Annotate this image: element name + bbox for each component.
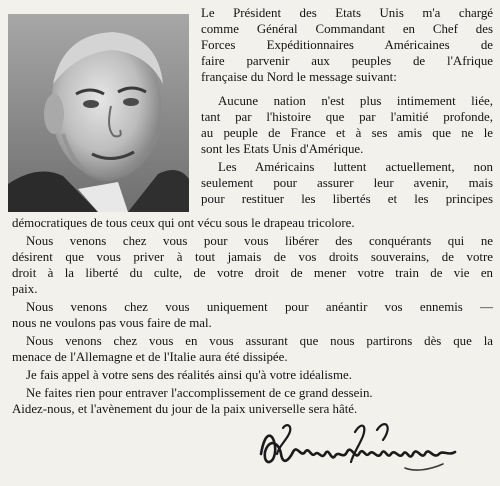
text-line: tant par l'histoire que par l'amitié profonde, bbox=[201, 110, 493, 124]
text-line: Le Président des Etats Unis m'a chargé bbox=[201, 6, 493, 20]
text-line: Nous venons chez vous uniquement pour anéantir vos ennemis — bbox=[26, 300, 493, 314]
text-line: Ne faites rien pour entraver l'accomplissement de ce grand dessein. bbox=[26, 386, 373, 400]
text-line: désirent que vous priver à tout jamais de vos droits souverains, de votre bbox=[12, 250, 493, 264]
text-line: Forces Expéditionnaires Américaines de bbox=[201, 38, 493, 52]
text-line: paix. bbox=[12, 282, 38, 296]
signature bbox=[253, 410, 475, 480]
text-line: comme Général Commandant en Chef des bbox=[201, 22, 493, 36]
portrait-image bbox=[8, 14, 189, 212]
text-line: nous ne voulons pas vous faire de mal. bbox=[12, 316, 212, 330]
text-line: pour restituer les libertés et les principes bbox=[201, 192, 493, 206]
text-line: française du Nord le message suivant: bbox=[201, 70, 397, 84]
text-line: seulement pour assurer leur avenir, mais bbox=[201, 176, 493, 190]
text-line: Les Américains luttent actuellement, non bbox=[218, 160, 493, 174]
text-line: Je fais appel à votre sens des réalités ainsi qu'à votre idéalisme. bbox=[26, 368, 352, 382]
text-line: droit à la liberté du culte, de votre droit de mener votre train de vie en bbox=[12, 266, 493, 280]
text-line: démocratiques de tous ceux qui ont vécu sous le drapeau tricolore. bbox=[12, 216, 355, 230]
text-line: Aidez-nous, et l'avènement du jour de la paix universelle sera hâté. bbox=[12, 402, 358, 416]
text-line: sont les Etats Unis d'Amérique. bbox=[201, 142, 364, 156]
portrait-photo bbox=[8, 14, 189, 212]
text-line: Nous venons chez vous pour vous libérer des conquérants qui ne bbox=[26, 234, 493, 248]
text-line: Nous venons chez vous en vous assurant que nous partirons dès que la bbox=[26, 334, 493, 348]
text-line: faire parvenir aux peuples de l'Afrique bbox=[201, 54, 493, 68]
text-line: menace de l'Allemagne et de l'Italie aura été dissipée. bbox=[12, 350, 288, 364]
text-line: au peuple de France et à ses amis que ne le bbox=[201, 126, 493, 140]
text-line: Aucune nation n'est plus intimement liée, bbox=[218, 94, 493, 108]
